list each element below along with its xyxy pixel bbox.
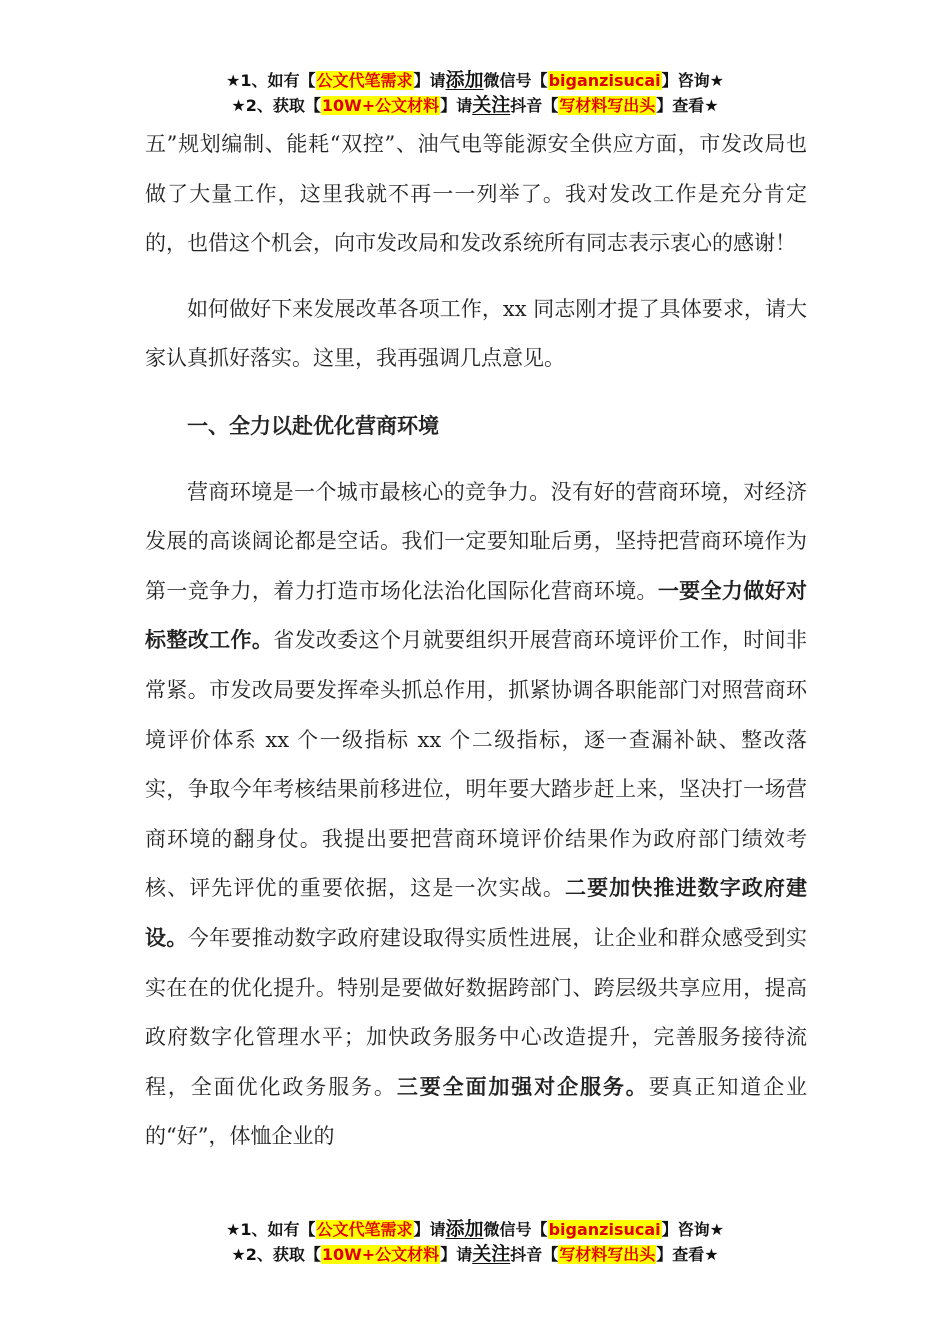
banner-text: 微信号【 <box>483 1220 548 1239</box>
banner-text: 】请 <box>413 71 446 90</box>
banner-text: ★1、如有【 <box>226 1220 316 1239</box>
banner-highlight: 公文代笔需求 <box>316 71 413 90</box>
paragraph-3 <box>145 468 807 1162</box>
banner-text: 】咨询★ <box>661 1220 724 1239</box>
banner-text: ★1、如有【 <box>226 71 316 90</box>
banner-highlight: 公文代笔需求 <box>316 1220 413 1239</box>
bold-point-2: 二要加快推进数字政府建设。 <box>145 876 808 950</box>
banner-text: 】请 <box>440 96 473 115</box>
banner-line-1 <box>0 1217 950 1242</box>
paragraph-text: 要真正知道企业的“好”，体恤企业的 <box>145 1074 808 1149</box>
banner-highlight-douyin: 写材料写出头 <box>559 1245 656 1264</box>
top-promo-banner <box>0 68 950 118</box>
banner-line-2 <box>0 1242 950 1267</box>
section-heading-1: 一、全力以赴优化营商环境 <box>187 413 439 438</box>
bottom-promo-banner <box>0 1217 950 1267</box>
banner-text: 】查看★ <box>656 1245 719 1264</box>
paragraph-1: 五”规划编制、能耗“双控”、油气电等能源安全供应方面，市发改局也做了大量工作，这里我就不再一一列举了。我对发改工作是充分肯定的，也借这个机会，向市发改局和发改系统所有同志表示衷心的感谢！ <box>145 132 807 256</box>
bold-point-1: 一要全力做好对标整改工作。 <box>145 578 808 653</box>
banner-highlight-wechat-id: biganzisucai <box>548 1220 661 1239</box>
document-body <box>145 120 807 1162</box>
banner-highlight-douyin: 写材料写出头 <box>559 96 656 115</box>
paragraph-2: 如何做好下来发展改革各项工作，xx 同志刚才提了具体要求，请大家认真抓好落实。这里，我再强调几点意见。 <box>145 296 807 371</box>
banner-emphasis: 关注 <box>472 94 511 116</box>
paragraph-text: 营商环境是一个城市最核心的竞争力。没有好的营商环境，对经济发展的高谈阔论都是空话。我们一定要知耻后勇，坚持把营商环境作为第一竞争力，着力打造市场化法治化国际化营商环境。 <box>145 479 807 603</box>
banner-highlight: 10W+公文材料 <box>321 96 440 115</box>
banner-text: 】查看★ <box>656 96 719 115</box>
banner-emphasis: 关注 <box>472 1243 511 1265</box>
banner-text: 】请 <box>413 1220 446 1239</box>
banner-text: ★2、获取【 <box>231 96 321 115</box>
banner-line-2 <box>0 93 950 118</box>
paragraph-text: 省发改委这个月就要组织开展营商环境评价工作，时间非常紧。市发改局要发挥牵头抓总作用，抓紧协调各职能部门对照营商环境评价体系 xx 个一级指标 xx 个二级指标，逐一查漏补缺、整改落实，争取今年考核结果前移进位，明年要大踏步赶上来，坚决打一场营商环境的翻身仗。我提出要把营商环境评价结果作为政府部门绩效考核、评先评优的重要依据，这是一次实战。 <box>145 628 808 901</box>
banner-text: 】请 <box>440 1245 473 1264</box>
banner-line-1 <box>0 68 950 93</box>
banner-text: 抖音【 <box>510 1245 559 1264</box>
banner-emphasis: 添加 <box>445 1218 484 1240</box>
banner-emphasis: 添加 <box>445 69 484 91</box>
banner-text: 抖音【 <box>510 96 559 115</box>
bold-point-3: 三要全面加强对企服务。 <box>396 1074 649 1099</box>
banner-text: 】咨询★ <box>661 71 724 90</box>
banner-highlight-wechat-id: biganzisucai <box>548 71 661 90</box>
banner-text: ★2、获取【 <box>231 1245 321 1264</box>
paragraph-text: 今年要推动数字政府建设取得实质性进展，让企业和群众感受到实实在在的优化提升。特别是要做好数据跨部门、跨层级共享应用，提高政府数字化管理水平；加快政务服务中心改造提升，完善服务接待流程，全面优化政务服务。 <box>145 925 807 1099</box>
banner-highlight: 10W+公文材料 <box>321 1245 440 1264</box>
banner-text: 微信号【 <box>483 71 548 90</box>
